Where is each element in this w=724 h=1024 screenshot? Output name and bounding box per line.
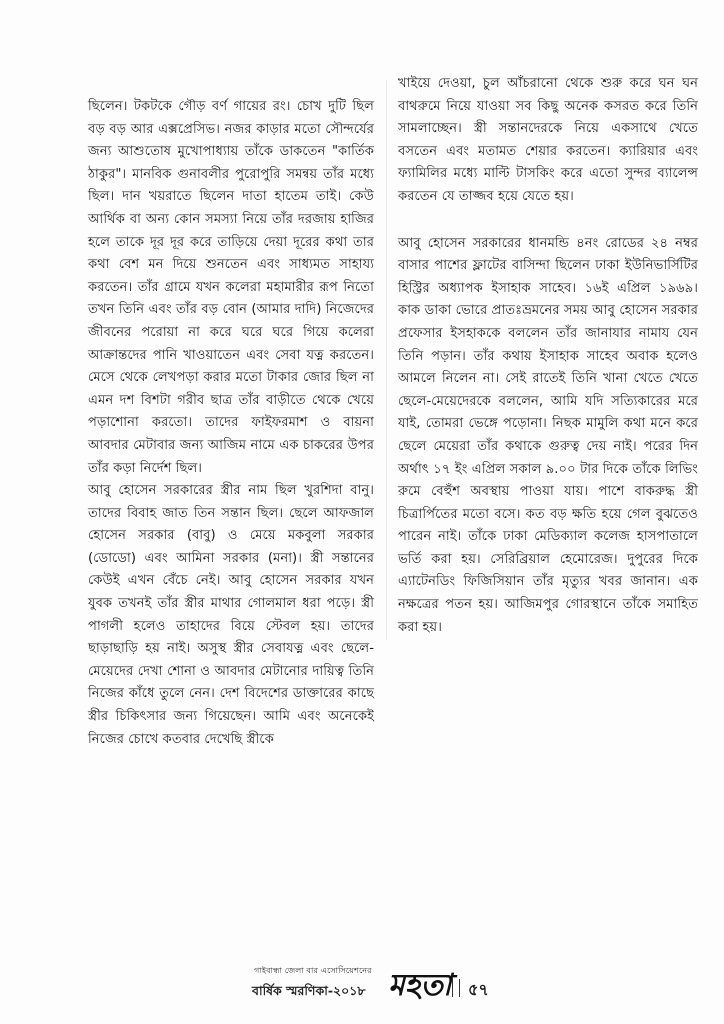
left-paragraph-1: ছিলেন। টকটকে গৌড় বর্ণ গায়ের রং। চোখ দুটি ছিল বড় বড় আর এক্সপ্রেসিভ। নজর কাড়ার মতো সৌন্দর্যের জন্য আশুতোষ মুখোপাধ্যায় তাঁকে ডাকতেন "কার্তিক ঠাকুর"। মানবিক গুনাবলীর পুরোপুরি সমন্বয় তাঁর মধ্যে ছিল। দান খয়রাতে ছিলেন দাতা হাতেম তাই। কেউ আর্থিক বা অন্য কোন সমস্যা নিয়ে তাঁর দরজায় হাজির হলে তাকে দূর দূর করে তাড়িয়ে দেয়া দূরের কথা তার কথা বেশ মন দিয়ে শুনতেন এবং সাধ্যমত সাহায্য করতেন। তাঁর গ্রামে যখন কলেরা মহামারীর রূপ নিতো তখন তিনি এবং তাঁর বড় বোন (আমার দাদি) নিজেদের জীবনের পরোয়া না করে ঘরে ঘরে গিয়ে কলেরা আক্রান্তদের পানি খাওয়াতেন এবং সেবা যত্ন করতেন। মেসে থেকে লেখপড়া করার মতো টাকার জোর ছিল না এমন দশ বিশটা গরীব ছাত্র তাঁর বাড়ীতে থেকে খেয়ে পড়াশোনা করতো। তাদের ফাইফরমাশ ও বায়না আবদার মেটাবার জন্য আজিম নামে এক চাকরের উপর তাঁর কড়া নির্দেশ ছিল। bbox=[88, 99, 374, 476]
page-number: ৫৭ bbox=[468, 980, 489, 999]
right-text-column bbox=[398, 73, 698, 639]
footer-organization: গাইবান্ধা জেলা বার এসোসিয়েশনের bbox=[254, 966, 372, 975]
publication-logo: মহতা bbox=[388, 968, 452, 1003]
left-text-column bbox=[88, 96, 374, 751]
page-footer bbox=[238, 965, 558, 1015]
footer-separator bbox=[452, 979, 460, 997]
right-paragraph-2: আবু হোসেন সরকারের ধানমন্ডি ৪নং রোডের ২৪ নম্বর বাসার পাশের ফ্লাটের বাসিন্দা ছিলেন ঢাকা ইউনিভার্সিটির হিস্ট্রির অধ্যাপক ইসাহাক সাহেব। ১৬ই এপ্রিল ১৯৬৯। কাক ডাকা ভোরে প্রাতঃভ্রমনের সময় আবু হোসেন সরকার প্রফেসার ইসহাককে বললেন তাঁর জানাযার নামায যেন তিনি পড়ান। তাঁর কথায় ইসাহাক সাহেব অবাক হলেও আমলে নিলেন না। সেই রাতেই তিনি খানা খেতে খেতে ছেলে-মেয়েদেরকে বললেন, আমি যদি সত্যিকারের মরে যাই, তোমরা ভেঙ্গে পড়োনা। নিছক মামুলি কথা মনে করে ছেলে মেয়েরা তাঁর কথাকে গুরুত্ব দেয় নাই। পরের দিন অর্থাৎ ১৭ ইং এপ্রিল সকাল ৯.০০ টার দিকে তাঁকে লিভিং রুমে বেহুঁশ অবস্থায় পাওয়া যায়। পাশে বাকরুদ্ধ স্ত্রী চিত্রার্পিতের মতো বসে। কত বড় ক্ষতি হয়ে গেল বুঝতেও পারেন নাই। তাঁকে ঢাকা মেডিক্যাল কলেজ হাসপাতালে ভর্তি করা হয়। সেরিব্রিয়াল হেমোরেজ। দুপুরের দিকে এ্যাটেনডিং ফিজিসিয়ান তাঁর মৃত্যুর খবর জানান। এক নক্ষত্রের পতন হয়। আজিমপুর গোরস্থানে তাঁকে সমাহিত করা হয়। bbox=[398, 235, 698, 635]
column-gutter bbox=[386, 80, 387, 640]
right-paragraph-1: খাইয়ে দেওয়া, চুল আঁচরানো থেকে শুরু করে ঘন ঘন বাথরুমে নিয়ে যাওয়া সব কিছু অনেক কসরত করে তিনি সামলাচ্ছেন। স্ত্রী সন্তানদেরকে নিয়ে একসাথে খেতে বসতেন এবং মতামত শেয়ার করতেন। ক্যারিয়ার এবং ফ্যামিলির মধ্যে মাল্টি টাসকিং করে এতো সুন্দর ব্যালেন্স করতেন যে তাজ্জব হয়ে যেতে হয়। bbox=[398, 76, 698, 204]
footer-publication-title: বার্ষিক স্মরণিকা-২০১৮ bbox=[252, 983, 366, 998]
left-paragraph-2: আবু হোসেন সরকারের স্ত্রীর নাম ছিল খুরশিদা বানু। তাদের বিবাহ জাত তিন সন্তান ছিল। ছেলে আফজাল হোসেন সরকার (বাবু) ও মেয়ে মকবুলা সরকার (ডোডো) এবং আমিনা সরকার (মনা)। স্ত্রী সন্তানের কেউই এখন বেঁচে নেই। আবু হোসেন সরকার যখন যুবক তখনই তাঁর স্ত্রীর মাথার গোলমাল ধরা পড়ে। স্ত্রী পাগলী হলেও তাহাদের বিয়ে স্টেবল হয়। তাদের ছাড়াছাড়ি হয় নাই। অসুস্থ স্ত্রীর সেবাযত্ন এবং ছেলে-মেয়েদের দেখা শোনা ও আবদার মেটানোর দায়িত্ব তিনি নিজের কাঁধে তুলে নেন। দেশ বিদেশের ডাক্তারের কাছে স্ত্রীর চিকিৎসার জন্য গিয়েছেন। আমি এবং অনেকেই নিজের চোখে কতবার দেখেছি স্ত্রীকে bbox=[88, 483, 374, 747]
